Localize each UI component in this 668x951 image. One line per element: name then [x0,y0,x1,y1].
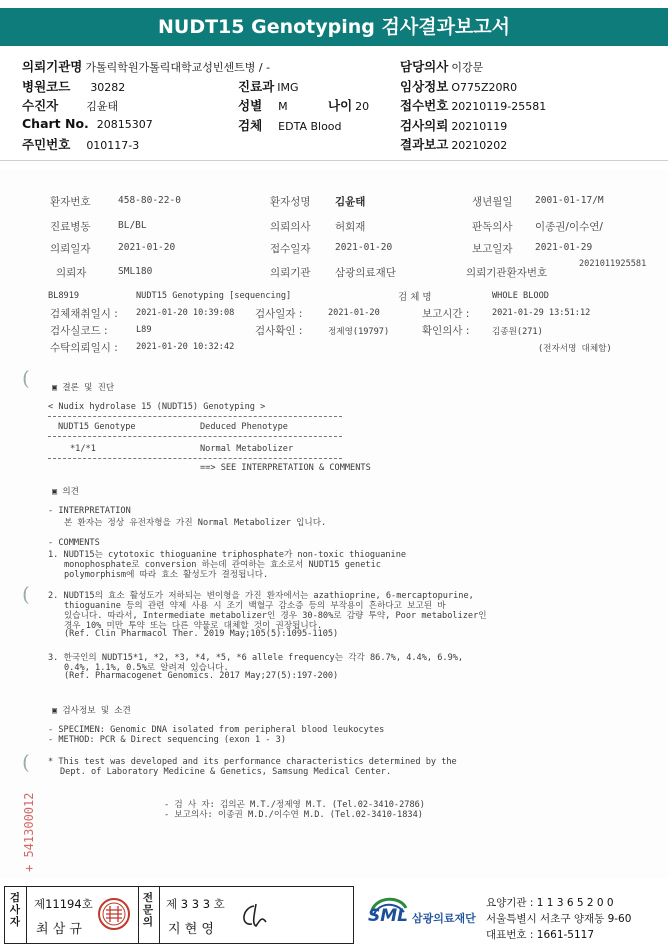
info-value-reading-doctor: 이종권/이수연/ [535,221,603,233]
lab-code-value: L89 [136,325,152,335]
info-value-ward: BL/BL [118,220,147,231]
method-line: - METHOD: PCR & Direct sequencing (exon 1 - 3) [48,735,286,745]
info-value-report-date: 2021-01-29 [535,242,593,253]
confirm-doctor-label: 확인의사 : [422,325,470,337]
specimen-line: - SPECIMEN: Genomic DNA isolated from peripheral blood leukocytes [48,725,385,735]
table-rule-bottom [48,458,342,459]
comment-3-line-1: 3. 한국인의 NUDT15*1, *2, *3, *4, *5, *6 allele frequency는 각각 86.7%, 4.4%, 6.9%, [48,653,464,663]
tester-name: 최 삼 규 [36,922,82,937]
comment-2-line-1: 2. NUDT15의 효소 활성도가 저하되는 변이형을 가진 환자에서는 azathioprine, 6-mercaptopurine, [48,591,474,601]
test-date-label: 검사일자 : [255,308,303,320]
development-line-1: * This test was developed and its performance characteristics determined by the [48,757,457,767]
tester-seal-icon [96,896,132,932]
confirm-doctor-value: 김종원(271) [492,327,543,337]
info-value-patient-id: 458-80-22-0 [118,195,181,206]
info-label-ward: 진료병동 [50,221,91,233]
gene-heading: < Nudix hydrolase 15 (NUDT15) Genotyping > [48,402,266,412]
info-value-requester: SML180 [118,266,153,277]
sex-field: 성별 M [238,98,288,113]
comment-3-line-2: 0.4%, 1.1%, 0.5%로 알려져 있습니다. [64,663,229,673]
info-value-org-patient-id: 2021011925581 [579,259,647,269]
specialist-vertical-label: 전문의 [142,892,154,928]
margin-serial-stamp: + 541300012 [22,792,36,872]
comment-1-line-3: polymorphism에 따라 효소 활성도가 결정됩니다. [64,570,269,580]
see-interpretation: ==> SEE INTERPRETATION & COMMENTS [200,463,371,473]
info-label-patient-id: 환자번호 [50,196,91,208]
receipt-number-field: 접수번호 20210119-25581 [400,98,547,113]
info-value-receipt-date: 2021-01-20 [335,242,393,253]
chart-number-field: Chart No. 20815307 [22,116,153,131]
info-label-patient-name: 환자성명 [270,196,311,208]
request-date-field: 검사의뢰 20210119 [400,118,508,133]
header-divider [0,160,668,161]
binder-hole-mark: ( [22,582,30,606]
footer [4,886,664,946]
collect-value: 2021-01-20 10:39:08 [136,308,235,318]
binder-hole-mark: ( [22,366,30,390]
patient-name-field: 수진자 김윤태 [22,98,119,113]
comment-1-line-1: 1. NUDT15는 cytotoxic thioguanine triphosphate가 non-toxic thioguanine [48,550,407,560]
org-address: 서울특별시 서초구 양재동 9-60 [486,913,632,925]
specimen-name-value: WHOLE BLOOD [492,291,549,301]
comment-1-line-2: monophosphate로 conversion 하는데 관여하는 효소로서 NUDT15 genetic [64,560,381,570]
comment-2-line-2: thioguanine 등의 관련 약제 사용 시 조기 백혈구 감소증 등의 부작용이 흔하다고 보고된 바 [64,601,446,611]
footer-separator [159,886,160,944]
clinical-info-field: 임상정보 O775Z20R0 [400,79,518,94]
comment-2-line-3: 있습니다. 따라서, Intermediate metabolizer인 경우 30-80%로 감량 투약, Poor metabolizer인 [64,611,487,621]
specialist-signature [232,896,272,936]
info-value-birth: 2001-01-17/M [535,195,604,206]
table-rule-mid [48,436,342,437]
genotype-value: *1/*1 [70,444,96,454]
specimen-name-label: 검 체 명 [398,292,432,303]
comment-2-line-4: 경우 10% 미만 투약 또는 다른 약물로 대체할 것이 권장됩니다. [64,621,323,631]
binder-hole-mark: ( [22,750,30,774]
info-label-request-date: 의뢰일자 [50,243,91,255]
report-date-field: 결과보고 20210202 [400,137,508,152]
info-label-report-date: 보고일자 [472,243,513,255]
confirm-label: 검사확인 : [255,325,303,337]
scanned-report [0,170,668,878]
interpretation-label: - INTERPRETATION [48,506,131,516]
test-code: BL8919 [48,291,80,301]
e-signature-note: (전자서명 대체함) [538,344,612,354]
lab-code-label: 검사실코드 : [50,325,108,337]
test-info-heading: ▣ 검사정보 및 소견 [52,706,131,716]
comment-2-line-5: (Ref. Clin Pharmacol Ther. 2019 May;105(5):1095-1105) [64,629,339,639]
info-value-requesting-org: 삼광의료재단 [335,267,396,279]
comment-3-line-3: (Ref. Pharmacogenet Genomics. 2017 May;27(5):197-200) [64,671,339,681]
interpretation-text: 본 환자는 정상 유전자형을 가진 Normal Metabolizer 입니다. [64,518,327,528]
phenotype-value: Normal Metabolizer [200,444,294,454]
col-genotype: NUDT15 Genotype [58,422,136,432]
comments-label: - COMMENTS [48,538,100,548]
result-heading: ▣ 결론 및 진단 [52,383,115,393]
info-value-patient-name: 김윤태 [335,196,366,208]
info-label-requester: 의뢰자 [56,267,87,279]
confirm-value: 정제영(19797) [328,327,390,337]
development-line-2: Dept. of Laboratory Medicine & Genetics, Samsung Medical Center. [60,767,392,777]
info-value-ordering-doctor: 허회재 [335,221,366,233]
collect-label: 검체채취일시 : [50,308,118,320]
footer-separator [26,886,27,944]
org-name: 삼광의료재단 [412,912,476,925]
test-date-value: 2021-01-20 [328,308,380,318]
org-phone: 대표번호 : 1661-5117 [486,929,595,941]
report-time-value: 2021-01-29 13:51:12 [492,308,591,318]
info-label-ordering-doctor: 의뢰의사 [270,221,311,233]
specimen-field: 검체 EDTA Blood [238,118,342,133]
institution-field: 의뢰기관명 가톨릭학원가톨릭대학교성빈센트병 / - [22,59,271,74]
info-label-org-patient-id: 의뢰기관환자번호 [466,267,548,279]
test-name: NUDT15 Genotyping [sequencing] [136,291,292,301]
specialist-license: 제 3 3 3 호 [166,897,225,911]
info-label-reading-doctor: 판독의사 [472,221,513,233]
consign-value: 2021-01-20 10:32:42 [136,342,235,352]
doctor-field: 담당의사 이강문 [400,59,484,74]
staff-tester: - 검 사 자: 김의곤 M.T./정제영 M.T. (Tel.02-3410-2786) [164,800,425,810]
info-value-request-date: 2021-01-20 [118,242,176,253]
hospital-code-field: 병원코드 30282 [22,79,126,94]
consign-label: 수탁의뢰일시 : [50,342,118,354]
opinion-heading: ▣ 의견 [52,487,79,497]
report-time-label: 보고시간 : [422,308,470,320]
report-title: NUDT15 Genotyping 검사결과보고서 [0,8,668,46]
info-label-requesting-org: 의뢰기관 [270,267,311,279]
col-phenotype: Deduced Phenotype [200,422,288,432]
info-label-receipt-date: 접수일자 [270,243,311,255]
sml-logo-text: SML [368,906,408,926]
tester-license: 제11194호 [34,897,93,911]
tester-vertical-label: 검사자 [9,892,21,928]
age-field: 나이 20 [328,98,370,113]
footer-separator [138,886,139,944]
specialist-name: 지 현 영 [168,922,214,937]
table-rule-top [48,416,342,417]
info-label-birth: 생년월일 [472,196,513,208]
org-code: 요양기관 : 1 1 3 6 5 2 0 0 [486,897,614,909]
department-field: 진료과 IMG [238,79,299,94]
resident-number-field: 주민번호 010117-3 [22,137,140,152]
staff-reporting-doctor: - 보고의사: 이종권 M.D./이수연 M.D. (Tel.02-3410-1834) [164,810,423,820]
